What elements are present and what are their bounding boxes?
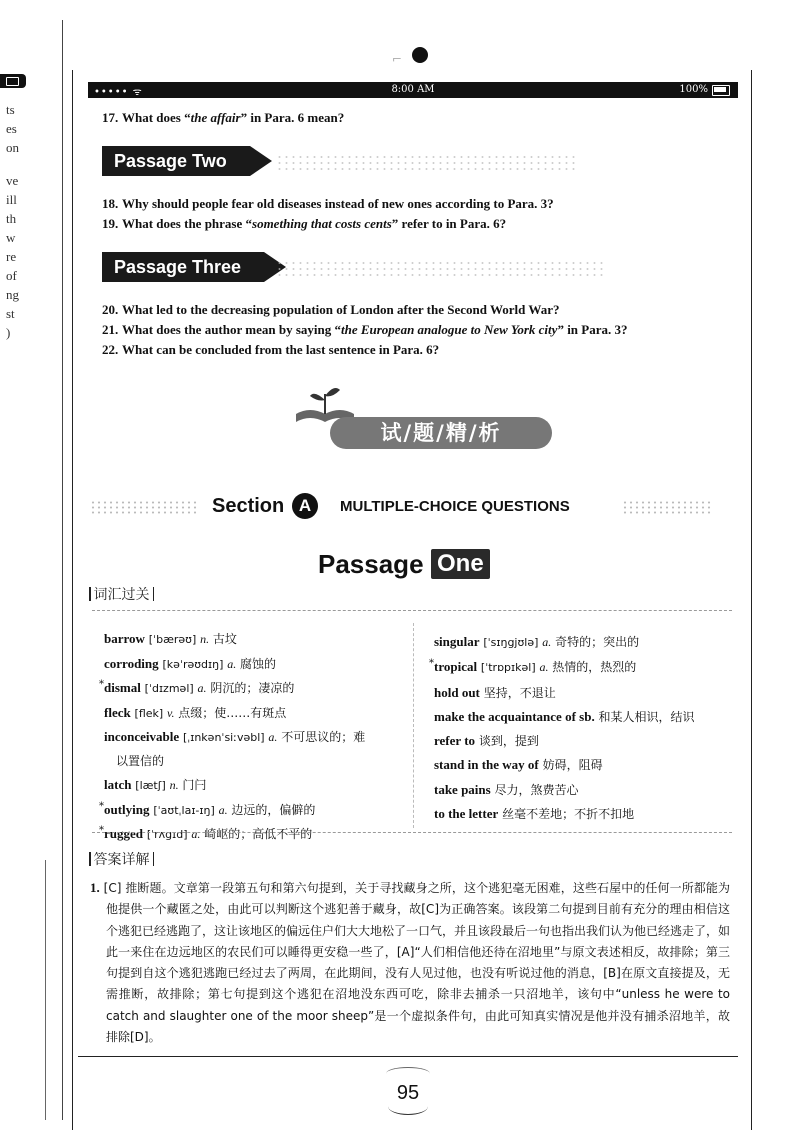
answer-number: 1. bbox=[90, 880, 100, 895]
left-fragment-word: on bbox=[6, 140, 19, 155]
vocab-section-label: 词汇过关 bbox=[86, 584, 157, 604]
gutter-line-short bbox=[45, 860, 46, 1120]
left-fragment-word: st bbox=[6, 306, 15, 321]
question-20: 20. What led to the decreasing population of London after the Second World War? bbox=[102, 302, 560, 317]
vocab-item: fleck [flek] v. 点缀；使……有斑点 bbox=[104, 704, 287, 720]
answer-explanation bbox=[90, 877, 730, 1048]
left-fragment-word: w bbox=[6, 230, 16, 245]
left-fragment-word: ve bbox=[6, 173, 19, 188]
vocab-list-left bbox=[99, 627, 414, 847]
analysis-emblem: 试/题/精/析 bbox=[330, 417, 552, 449]
vocab-item: latch [lætʃ] n. 门闩 bbox=[104, 777, 207, 792]
vocab-item: make the acquaintance of sb. 和某人相识，结识 bbox=[434, 708, 695, 724]
camera-dot bbox=[412, 47, 428, 63]
vocab-item: * dismal [ˈdɪzməl] a. 阴沉的；凄凉的 bbox=[99, 679, 295, 695]
passage-three-label: Passage Three bbox=[102, 252, 264, 282]
question-21: 21. What does the author mean by saying “the European analogue to New York city” in Para. 3? bbox=[102, 322, 628, 337]
left-page-fragment bbox=[0, 100, 30, 342]
vocab-top-divider bbox=[92, 610, 732, 611]
passage-number-badge: One bbox=[431, 549, 490, 579]
passage-two-label: Passage Two bbox=[102, 146, 250, 176]
vocab-item-continued: 以置信的 bbox=[116, 753, 165, 768]
vocab-item: * outlying [ˈaʊtˌlaɪ-ɪŋ] a. 边远的，偏僻的 bbox=[99, 800, 316, 817]
question-17: 17. What does “the affair” in Para. 6 mean? bbox=[102, 110, 345, 125]
status-bar bbox=[88, 82, 738, 98]
left-fragment-word: th bbox=[6, 211, 17, 226]
answer-section-label: 答案详解 bbox=[86, 849, 157, 869]
page-number: 95 bbox=[386, 1075, 430, 1115]
vocab-item: corroding [kəˈrəʊdɪŋ] a. 腐蚀的 bbox=[104, 655, 277, 671]
left-fragment-word: ill bbox=[6, 192, 17, 207]
section-subtitle: MULTIPLE-CHOICE QUESTIONS bbox=[340, 498, 570, 515]
question-19: 19. What does the phrase “something that costs cents” refer to in Para. 6? bbox=[102, 216, 507, 231]
vocab-item: stand in the way of 妨碍，阻碍 bbox=[434, 757, 603, 773]
vocab-item: * rugged [ˈrʌgɪd] a. 崎岖的；高低不平的 bbox=[99, 825, 313, 841]
left-page-status-fragment bbox=[0, 74, 26, 88]
left-fragment-word: ) bbox=[6, 325, 11, 340]
left-fragment-word: re bbox=[6, 249, 17, 264]
battery-icon bbox=[6, 77, 19, 86]
vocab-item: singular [ˈsɪŋgjʊlə] a. 奇特的；突出的 bbox=[434, 634, 640, 649]
left-fragment-word: es bbox=[6, 121, 17, 136]
left-fragment-word: of bbox=[6, 268, 17, 283]
left-fragment-word: ts bbox=[6, 102, 15, 117]
vocab-list-right bbox=[429, 630, 734, 826]
bottom-rule bbox=[78, 1056, 738, 1057]
vocab-item: * tropical [ˈtrɒpɪkəl] a. 热情的，热烈的 bbox=[429, 658, 637, 675]
vocab-bottom-divider bbox=[92, 832, 732, 833]
vocab-item: to the letter 丝毫不差地；不折不扣地 bbox=[434, 806, 635, 822]
battery-icon bbox=[712, 85, 730, 96]
gutter-line bbox=[62, 20, 63, 1120]
answer-text: [C] 推断题。文章第一段第五句和第六句提到，关于寻找藏身之所，这个逃犯毫无困难，这些石屋中的任何一所都能为他提供一个藏匿之处，由此可以判断这个逃犯善于藏身，故[C]为正确答案。该段第二句提到目前有充分的理由相信这个逃犯已经逃跑了，这让该地区的偏远住户们大大地松了一口气，并且该段最后一句也指出我们认为他已经逃走了，如此一来住在边远地区的农民们可以睡得更安稳一些了，[A]“人们相信他还待在沼地里”与原文表述相反，故排除；第三句提到自这个逃犯逃跑已经过去了两周，在此期间，没有人见过他，也没有听说过他的消息，[B]在原文直接提及，无需推断，故排除；第七句提到这个逃犯在沼地没东西可吃，除非去捕杀一只沼地羊，该句中“unless he were to catch and slaughter one of the moor sheep”是一个虚拟条件句，由此可知真实情况是他并没有捕杀沼地羊，故排除[D]。 bbox=[103, 881, 731, 1045]
left-fragment-word: ng bbox=[6, 287, 19, 302]
signal-icon: ••••• ᯤ bbox=[94, 87, 143, 98]
section-word: Section bbox=[212, 495, 285, 517]
banner-speckle bbox=[276, 260, 606, 276]
status-time: 8:00 AM bbox=[391, 84, 435, 95]
vocab-item: inconceivable [ˌɪnkənˈsiːvəbl] a. 不可思议的；难 bbox=[104, 729, 366, 744]
vocab-item: refer to 谈到，提到 bbox=[434, 733, 539, 749]
section-letter: A bbox=[292, 493, 318, 519]
battery-percent: 100% bbox=[679, 84, 708, 95]
passage-title: Passage bbox=[318, 549, 424, 579]
vocab-item: barrow [ˈbærəʊ] n. 古坟 bbox=[104, 631, 237, 646]
question-22: 22. What can be concluded from the last sentence in Para. 6? bbox=[102, 342, 440, 357]
camera-mark: ⌐ bbox=[392, 52, 403, 66]
question-18: 18. Why should people fear old diseases instead of new ones according to Para. 3? bbox=[102, 196, 554, 211]
vocab-item: take pains 尽力，煞费苦心 bbox=[434, 781, 579, 797]
section-a-header bbox=[70, 492, 730, 520]
vocab-item: hold out 坚持，不退让 bbox=[434, 684, 556, 700]
banner-speckle bbox=[276, 154, 576, 170]
